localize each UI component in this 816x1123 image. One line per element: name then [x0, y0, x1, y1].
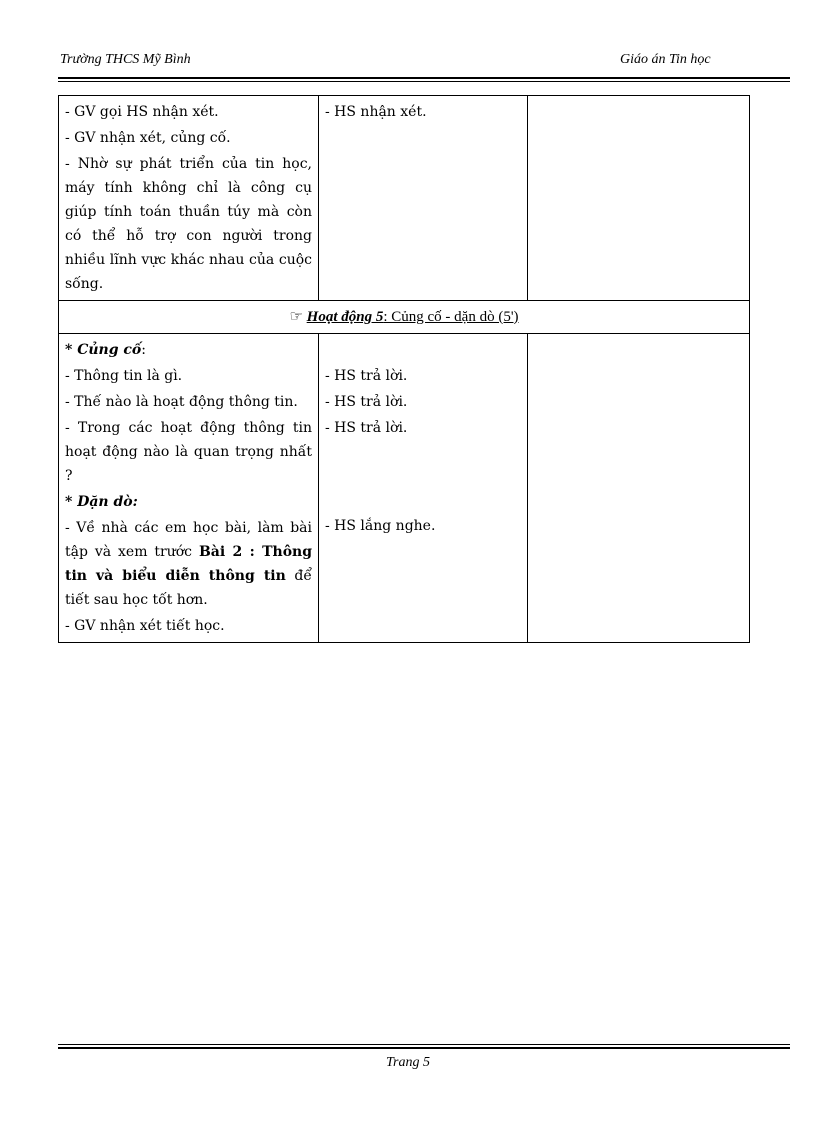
- lesson-table: [58, 95, 750, 643]
- closing-remark: - GV nhận xét tiết học.: [65, 618, 225, 634]
- student-activity-cell: [319, 334, 528, 643]
- answer-1: - HS trả lời.: [325, 368, 408, 384]
- table-row: [59, 334, 750, 643]
- header-rule-thin: [58, 81, 790, 82]
- activity-title: Hoạt động 5: [306, 309, 384, 325]
- activity-row: [59, 301, 750, 334]
- notes-cell: [528, 334, 750, 643]
- teacher-activity-cell: [59, 96, 319, 301]
- teacher-line: - GV gọi HS nhận xét.: [65, 104, 219, 120]
- page-number: Trang 5: [386, 1055, 430, 1070]
- notes-cell: [528, 96, 750, 301]
- question-2: - Thế nào là hoạt động thông tin.: [65, 394, 298, 410]
- header-rule-thick: [58, 77, 790, 79]
- table-row: [59, 96, 750, 301]
- answer-2: - HS trả lời.: [325, 394, 408, 410]
- answer-3: - HS trả lời.: [325, 420, 408, 436]
- pointing-hand-icon: ☞: [289, 309, 303, 325]
- teacher-line: - Nhờ sự phát triển của tin học, máy tính không chỉ là công cụ giúp tính toán thuần túy mà còn có thể hỗ trợ con người trong nhiều lĩnh vực khác nhau của cuộc sống.: [65, 156, 312, 292]
- answer-4: - HS lắng nghe.: [325, 518, 436, 534]
- homework-heading: * Dặn dò:: [65, 494, 138, 510]
- teacher-activity-cell: [59, 334, 319, 643]
- header-subject: Giáo án Tin học: [620, 52, 711, 67]
- student-line: - HS nhận xét.: [325, 104, 427, 120]
- review-heading: * Củng cố:: [65, 342, 146, 358]
- footer-rule-thick: [58, 1047, 790, 1049]
- student-activity-cell: [319, 96, 528, 301]
- question-1: - Thông tin là gì.: [65, 368, 183, 384]
- homework-text: - Về nhà các em học bài, làm bài tập và xem trước Bài 2 : Thông tin và biểu diễn thông tin để tiết sau học tốt hơn.: [65, 520, 312, 608]
- question-3: - Trong các hoạt động thông tin hoạt động nào là quan trọng nhất ?: [65, 420, 312, 484]
- teacher-line: - GV nhận xét, củng cố.: [65, 130, 231, 146]
- activity-subtitle: : Củng cố - dặn dò (5'): [383, 309, 519, 325]
- activity-heading: [59, 301, 750, 334]
- header-school: Trường THCS Mỹ Bình: [60, 52, 191, 67]
- footer-rule-thin: [58, 1044, 790, 1045]
